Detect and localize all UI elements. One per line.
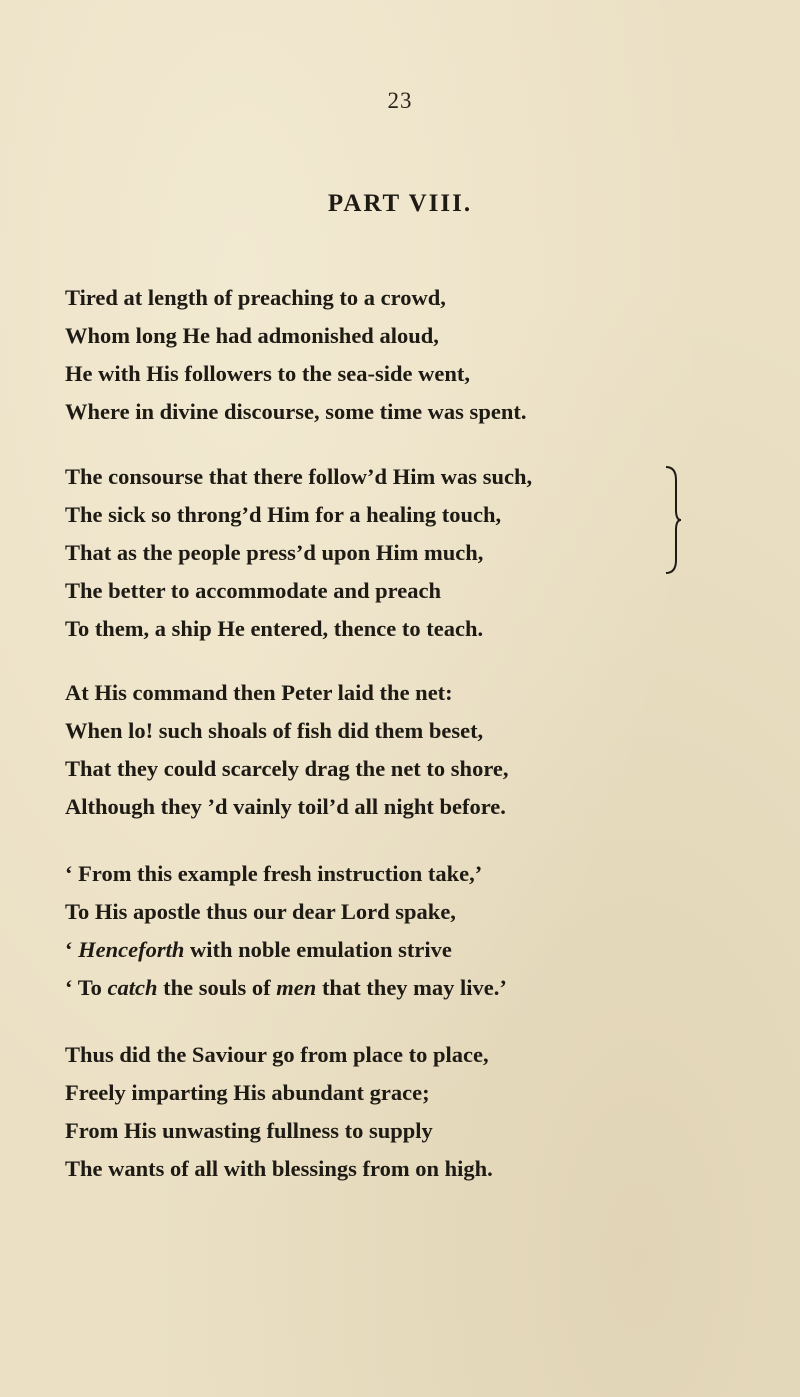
page-number: 23 bbox=[387, 88, 413, 113]
verse-line bbox=[65, 855, 705, 893]
verse-line: Although they ’d vainly toil’d all night before. bbox=[65, 794, 506, 819]
stanza-4 bbox=[65, 855, 705, 1007]
verse-line: The sick so throng’d Him for a healing touch, bbox=[65, 502, 502, 527]
stanza-1 bbox=[65, 279, 705, 431]
verse-line: Where in divine discourse, some time was spent. bbox=[65, 399, 527, 424]
verse-line bbox=[65, 969, 705, 1007]
italic-word: Henceforth bbox=[78, 937, 185, 962]
verse-line bbox=[65, 893, 705, 931]
verse-line: Tired at length of preaching to a crowd, bbox=[65, 285, 446, 310]
verse-line: That they could scarcely drag the net to shore, bbox=[65, 756, 509, 781]
verse-line: When lo! such shoals of fish did them beset, bbox=[65, 718, 484, 743]
verse-text: ‘ bbox=[65, 937, 79, 962]
stanza-3 bbox=[65, 674, 705, 826]
verse-line: Thus did the Saviour go from place to place, bbox=[65, 1042, 489, 1067]
verse-text: ‘ From this example fresh instruction take,’ bbox=[65, 861, 483, 886]
verse-text: the souls of bbox=[157, 975, 277, 1000]
verse-text: ‘ To bbox=[65, 975, 108, 1000]
verse-text: with noble emulation strive bbox=[184, 937, 452, 962]
verse-line: The wants of all with blessings from on high. bbox=[65, 1156, 493, 1181]
verse-line: Freely imparting His abundant grace; bbox=[65, 1080, 430, 1105]
verse-line: That as the people press’d upon Him much, bbox=[65, 540, 484, 565]
verse-line: Whom long He had admonished aloud, bbox=[65, 323, 439, 348]
stanza-5 bbox=[65, 1036, 705, 1188]
triplet-brace-icon bbox=[664, 464, 682, 576]
verse-line bbox=[65, 931, 705, 969]
verse-line: At His command then Peter laid the net: bbox=[65, 680, 453, 705]
part-title: PART VIII. bbox=[327, 190, 473, 217]
verse-line: To them, a ship He entered, thence to teach. bbox=[65, 616, 484, 641]
verse-line: The better to accommodate and preach bbox=[65, 578, 441, 603]
italic-word: men bbox=[276, 975, 317, 1000]
verse-line: The consourse that there follow’d Him was such, bbox=[65, 464, 533, 489]
stanza-2 bbox=[65, 458, 705, 648]
verse-line: From His unwasting fullness to supply bbox=[65, 1118, 433, 1143]
verse-text: To His apostle thus our dear Lord spake, bbox=[65, 899, 456, 924]
italic-word: catch bbox=[107, 975, 158, 1000]
verse-text: that they may live.’ bbox=[316, 975, 507, 1000]
verse-line: He with His followers to the sea-side went, bbox=[65, 361, 470, 386]
